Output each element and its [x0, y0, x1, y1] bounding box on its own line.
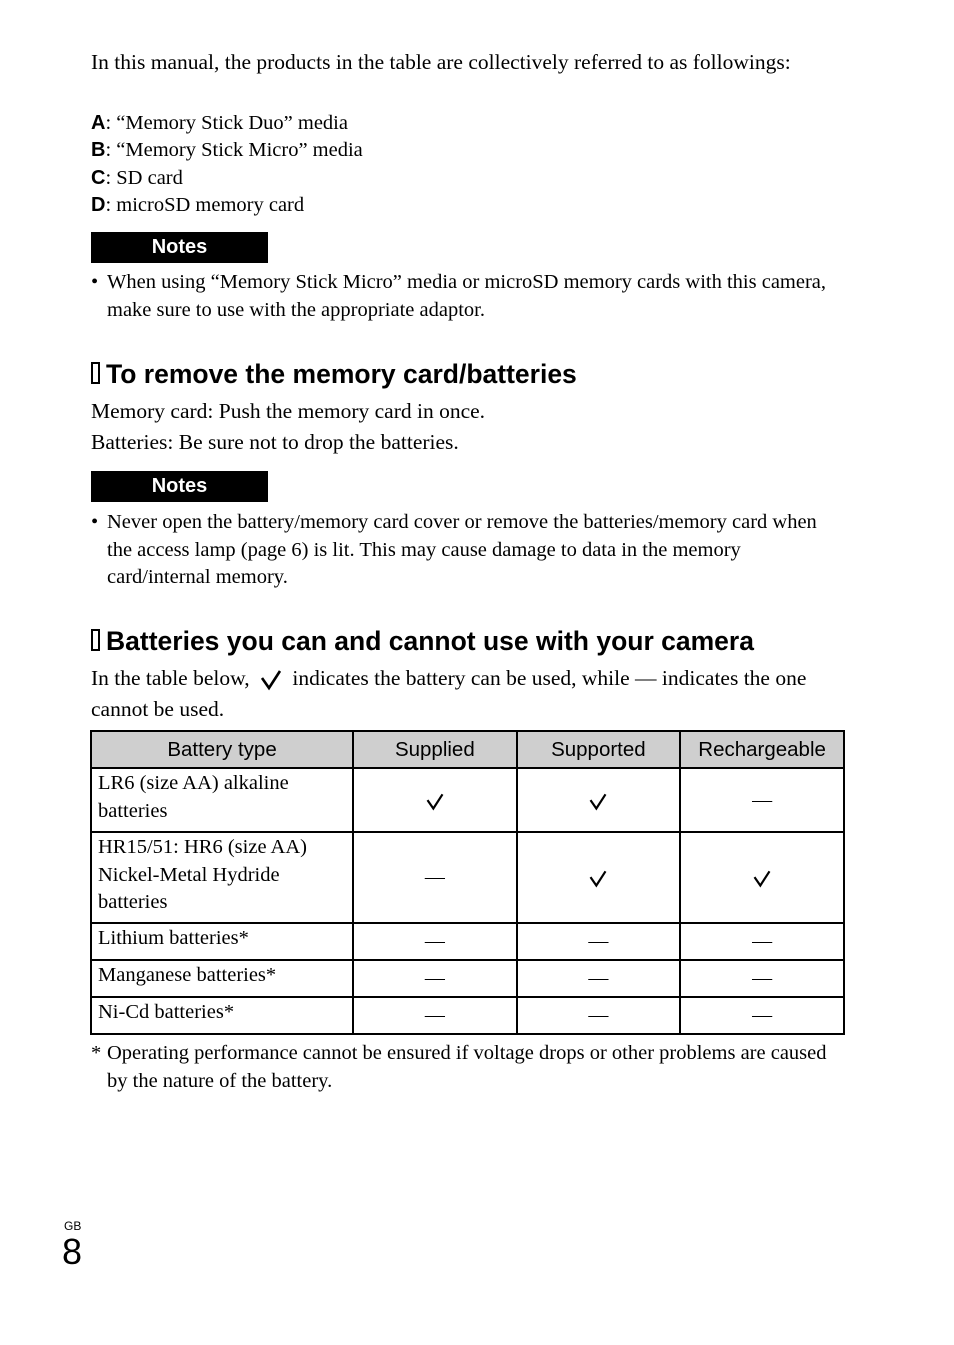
definition-text: : “Memory Stick Micro” media [105, 139, 363, 162]
table-row [91, 960, 844, 997]
definition-item [91, 110, 851, 137]
header-supported: Supported [517, 731, 681, 768]
not-applicable-dash: — [588, 1004, 609, 1026]
battery-type-cell: LR6 (size AA) alkaline batteries [91, 768, 353, 832]
not-applicable-dash: — [588, 930, 609, 952]
intro-paragraph: In this manual, the products in the table are collectively referred to as followings: [91, 50, 791, 74]
not-applicable-dash: — [588, 967, 609, 989]
supplied-cell [353, 997, 517, 1034]
not-applicable-dash: — [424, 967, 445, 989]
definition-item [91, 137, 851, 164]
definition-key: D [91, 193, 106, 216]
section-heading-text: To remove the memory card/batteries [106, 359, 577, 389]
checkmark-icon [588, 868, 608, 888]
checkmark-icon [588, 791, 608, 811]
batteries-instruction: Batteries: Be sure not to drop the batteries. [91, 430, 459, 454]
header-rechargeable: Rechargeable [680, 731, 844, 768]
memory-card-instruction: Memory card: Push the memory card in once. [91, 399, 486, 423]
bullet-marker: • [91, 271, 99, 293]
bullet-marker: • [91, 511, 99, 533]
definition-key: A [91, 112, 106, 134]
header-supplied: Supplied [353, 731, 517, 768]
definition-item [91, 165, 851, 192]
battery-type-cell: Ni-Cd batteries* [91, 997, 353, 1034]
table-row [91, 768, 844, 832]
section-heading [91, 625, 754, 657]
section-heading [91, 358, 577, 390]
supported-cell [517, 768, 681, 832]
section-heading-text: Batteries you can and cannot use with your camera [106, 626, 754, 656]
rechargeable-cell [680, 997, 844, 1034]
definition-text: : “Memory Stick Duo” media [105, 112, 348, 134]
supplied-cell [353, 923, 517, 960]
section-marker-icon [91, 362, 100, 384]
page-number: 8 [62, 1231, 83, 1272]
supported-cell [517, 923, 681, 960]
not-applicable-dash: — [752, 967, 773, 989]
footnote [91, 1040, 851, 1095]
table-row [91, 923, 844, 960]
definition-item [91, 192, 851, 219]
not-applicable-dash: — [424, 866, 445, 888]
note-item [91, 269, 831, 324]
not-applicable-dash: — [424, 1004, 445, 1026]
footnote-marker: * [91, 1042, 102, 1064]
definition-list [91, 110, 851, 219]
table-intro-paragraph [91, 663, 851, 725]
definition-key: B [91, 139, 106, 162]
note-text: When using “Memory Stick Micro” media or microSD memory cards with this camera, make sure to use with the appropriate adaptor. [107, 271, 827, 321]
battery-type-cell: HR15/51: HR6 (size AA) Nickel-Metal Hydride batteries [91, 832, 353, 923]
not-applicable-dash: — [752, 788, 773, 811]
battery-type-cell: Manganese batteries* [91, 960, 353, 997]
removal-instructions [91, 396, 851, 458]
not-applicable-dash: — [424, 930, 445, 952]
checkmark-icon [259, 667, 283, 691]
footnote-text: Operating performance cannot be ensured if voltage drops or other problems are caused by the nature of the battery. [107, 1042, 827, 1092]
table-header-row [91, 731, 844, 768]
not-applicable-dash: — [752, 930, 773, 952]
supported-cell [517, 997, 681, 1034]
definition-text: : microSD memory card [105, 193, 305, 216]
page-language-code: GB [64, 1219, 82, 1233]
notes-label: Notes [91, 232, 268, 263]
rechargeable-cell [680, 832, 844, 923]
rechargeable-cell [680, 923, 844, 960]
battery-type-cell: Lithium batteries* [91, 923, 353, 960]
checkmark-icon [752, 868, 772, 888]
header-battery-type: Battery type [91, 731, 353, 768]
table-row [91, 997, 844, 1034]
table-row [91, 832, 844, 923]
supplied-cell [353, 832, 517, 923]
section-marker-icon [91, 629, 100, 651]
battery-table [90, 730, 845, 1035]
table-intro-before: In the table below, [91, 666, 250, 690]
not-applicable-dash: — [752, 1004, 773, 1026]
rechargeable-cell [680, 768, 844, 832]
checkmark-icon [425, 791, 445, 811]
supported-cell [517, 832, 681, 923]
supplied-cell [353, 768, 517, 832]
definition-text: : SD card [105, 166, 183, 189]
notes-label: Notes [91, 471, 268, 502]
table-intro-after: indicates the battery can be used, while — indicates the one cannot be used. [91, 666, 807, 721]
supported-cell [517, 960, 681, 997]
rechargeable-cell [680, 960, 844, 997]
note-text: Never open the battery/memory card cover or remove the batteries/memory card when the access lamp (page 6) is lit. This may cause damage to data in the memory card/internal memory. [107, 511, 817, 588]
supplied-cell [353, 960, 517, 997]
note-item [91, 509, 831, 592]
definition-key: C [91, 166, 106, 189]
